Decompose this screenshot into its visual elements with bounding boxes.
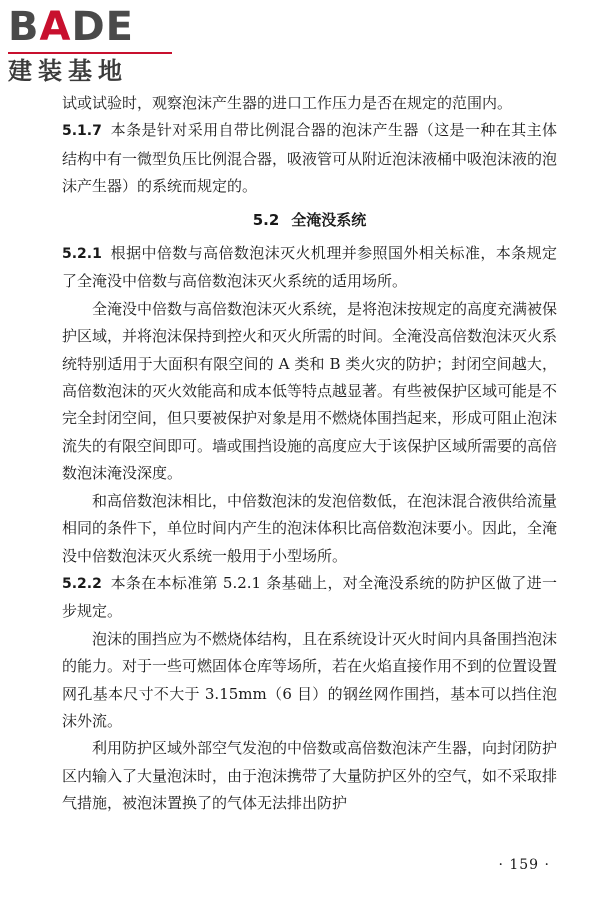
logo-letters-pre: B <box>8 4 40 50</box>
logo-divider <box>8 52 172 54</box>
logo-letter-accent: A <box>39 4 72 50</box>
section-heading <box>62 207 557 234</box>
logo-letters-post: DE <box>71 4 134 50</box>
paragraph: 利用防护区域外部空气发泡的中倍数或高倍数泡沫产生器，向封闭防护区内输入了大量泡沫时，由于泡沫携带了大量防护区外的空气，如不采取排气措施，被泡沫置换了的气体无法排出防护 <box>62 739 558 813</box>
logo-subtitle: 建装基地 <box>8 57 128 85</box>
clause-5-2-2 <box>62 570 557 626</box>
section-number: 5.2 <box>252 210 280 229</box>
clause-number: 5.1.7 <box>62 123 102 140</box>
paragraph: 泡沫的围挡应为不燃烧体结构，且在系统设计灭火时间内具备围挡泡沫的能力。对于一些可燃固体仓库等场所，若在火焰直接作用不到的位置设置网孔基本尺寸不大于 3.15mm（6 目）的钢丝网作围挡，基本可以挡住泡沫外流。 <box>62 629 558 730</box>
clause-number: 5.2.1 <box>62 246 102 263</box>
clause-text: 本条是针对采用自带比例混合器的泡沫产生器（这是一种在其主体结构中有一微型负压比例混合器，吸液管可从附近泡沫液桶中吸泡沫液的泡沫产生器）的系统而规定的。 <box>62 121 558 196</box>
page-number: · 159 · <box>498 857 550 873</box>
section-title: 全淹没系统 <box>291 210 367 229</box>
continued-paragraph: 试或试验时，观察泡沫产生器的进口工作压力是否在规定的范围内。 <box>62 94 513 112</box>
clause-5-2-1 <box>62 240 557 296</box>
document-body <box>62 90 557 818</box>
clause-5-1-7 <box>62 117 557 200</box>
logo-wordmark <box>8 4 178 50</box>
site-logo <box>8 4 178 86</box>
clause-text: 根据中倍数与高倍数泡沫灭火机理并参照国外相关标准，本条规定了全淹没中倍数与高倍数泡沫灭火系统的适用场所。 <box>62 244 557 291</box>
paragraph: 全淹没中倍数与高倍数泡沫灭火系统，是将泡沫按规定的高度充满被保护区域，并将泡沫保持到控火和灭火所需的时间。全淹没高倍数泡沫灭火系统特别适用于大面积有限空间的 A 类和 B 类火灾的防护；封闭空间越大，高倍数泡沫的灭火效能高和成本低等特点越显著。有些被保护区域可能是不完全封闭空间，但只要被保护对象是用不燃烧体围挡起来，形成可阻止泡沫流失的有限空间即可。墙或围挡设施的高度应大于该保护区域所需要的高倍数泡沫淹没深度。 <box>62 299 558 483</box>
clause-text: 本条在本标准第 5.2.1 条基础上，对全淹没系统的防护区做了进一步规定。 <box>62 573 557 621</box>
clause-number: 5.2.2 <box>62 575 102 592</box>
paragraph: 和高倍数泡沫相比，中倍数泡沫的发泡倍数低，在泡沫混合液供给流量相同的条件下，单位时间内产生的泡沫体积比高倍数泡沫要小。因此，全淹没中倍数泡沫灭火系统一般用于小型场所。 <box>62 491 558 565</box>
